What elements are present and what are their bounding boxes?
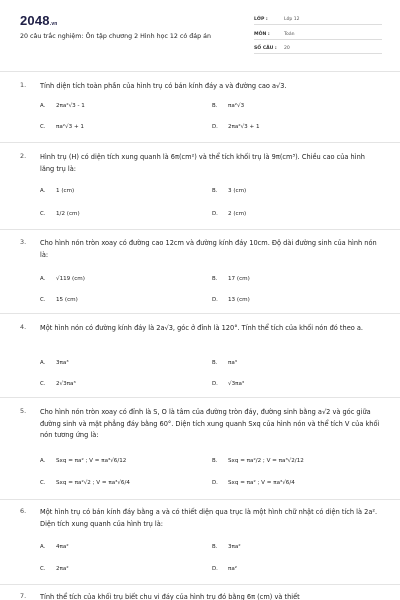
question-text: Cho hình nón tròn xoay có đường cao 12cm và đường kính đáy 10cm. Độ dài đường sinh của hình nón là: xyxy=(40,239,377,259)
option-text: 2πa² xyxy=(56,566,69,572)
option-text: 4πa² xyxy=(56,544,69,550)
option-a[interactable] xyxy=(40,458,126,464)
option-text: πa²√3 + 1 xyxy=(56,124,84,130)
option-letter: C. xyxy=(40,566,46,572)
option-text: 3 (cm) xyxy=(228,188,247,194)
option-text: √3πa³ xyxy=(228,381,245,387)
divider xyxy=(0,229,400,230)
option-b[interactable] xyxy=(212,544,241,550)
option-d[interactable] xyxy=(212,480,295,486)
meta-class-label: LỚP : xyxy=(254,17,268,22)
option-letter: C. xyxy=(40,297,46,303)
meta-subject-row xyxy=(254,30,382,40)
option-text: 2πa²√3 - 1 xyxy=(56,103,85,109)
option-text: 1/2 (cm) xyxy=(56,211,80,217)
option-text: 3πa² xyxy=(228,544,241,550)
question-number: 1. xyxy=(20,81,27,89)
option-text: 15 (cm) xyxy=(56,297,78,303)
option-letter: B. xyxy=(212,276,218,282)
divider xyxy=(0,142,400,143)
question-text: Một hình trụ có bán kính đáy bằng a và có thiết diện qua trục là một hình chữ nhật có diện tích là 2a². Diện tích xung quanh của hình trụ là: xyxy=(40,508,378,528)
meta-class-value: Lớp 12 xyxy=(284,17,300,22)
option-letter: B. xyxy=(212,458,218,464)
option-text: 13 (cm) xyxy=(228,297,250,303)
meta-subject-label: MÔN : xyxy=(254,32,270,37)
option-text: Sxq = πa²/2 ; V = πa³√2/12 xyxy=(228,458,304,464)
document-title: 20 câu trắc nghiệm: Ôn tập chương 2 Hình học 12 có đáp án xyxy=(20,33,211,40)
option-text: 3πa³ xyxy=(56,360,69,366)
option-letter: D. xyxy=(212,297,218,303)
option-c[interactable] xyxy=(40,566,69,572)
option-a[interactable] xyxy=(40,188,74,194)
option-d[interactable] xyxy=(212,211,246,217)
meta-count-label: SỐ CÂU : xyxy=(254,46,277,51)
option-letter: A. xyxy=(40,188,46,194)
question-number: 5. xyxy=(20,407,27,415)
option-text: Sxq = πa² ; V = πa³√6/12 xyxy=(56,458,127,464)
option-letter: A. xyxy=(40,360,46,366)
logo-text: 2048 xyxy=(20,13,50,28)
option-letter: B. xyxy=(212,360,218,366)
option-letter: B. xyxy=(212,544,218,550)
option-letter: A. xyxy=(40,276,46,282)
option-d[interactable] xyxy=(212,381,244,387)
option-text: Sxq = πa²√2 ; V = πa³√6/4 xyxy=(56,480,130,486)
question-text: Một hình nón có đường kính đáy là 2a√3, góc ở đỉnh là 120°. Tính thể tích của khối nón đó theo a. xyxy=(40,324,364,332)
divider xyxy=(0,499,400,500)
option-letter: A. xyxy=(40,458,46,464)
question-number: 3. xyxy=(20,238,27,246)
option-letter: C. xyxy=(40,124,46,130)
meta-count-row xyxy=(254,44,382,54)
option-b[interactable] xyxy=(212,458,304,464)
option-letter: B. xyxy=(212,103,218,109)
option-d[interactable] xyxy=(212,297,250,303)
option-d[interactable] xyxy=(212,124,260,130)
option-text: πa² xyxy=(228,566,238,572)
option-letter: B. xyxy=(212,188,218,194)
option-letter: A. xyxy=(40,103,46,109)
option-letter: D. xyxy=(212,211,218,217)
option-text: √119 (cm) xyxy=(56,276,85,282)
option-d[interactable] xyxy=(212,566,237,572)
document-header xyxy=(0,0,400,62)
divider xyxy=(0,397,400,398)
question-number: 7. xyxy=(20,592,27,600)
option-text: 2√3πa³ xyxy=(56,381,76,387)
option-c[interactable] xyxy=(40,480,130,486)
option-c[interactable] xyxy=(40,381,76,387)
logo-suffix: .vn xyxy=(49,21,58,27)
question-text: Hình trụ (H) có diện tích xung quanh là 6π(cm²) và thể tích khối trụ là 9π(cm³). Chiều cao của hình lăng trụ là: xyxy=(40,153,365,173)
option-text: πa²√3 xyxy=(228,103,245,109)
option-b[interactable] xyxy=(212,188,246,194)
option-letter: C. xyxy=(40,381,46,387)
option-text: 1 (cm) xyxy=(56,188,75,194)
option-letter: D. xyxy=(212,124,218,130)
question-text: Tính thể tích của khối trụ biết chu vi đáy của hình trụ đó bằng 6π (cm) và thiết xyxy=(40,593,300,600)
divider xyxy=(0,584,400,585)
divider xyxy=(0,71,400,72)
option-text: 2 (cm) xyxy=(228,211,247,217)
question-number: 2. xyxy=(20,152,27,160)
option-b[interactable] xyxy=(212,360,237,366)
option-letter: C. xyxy=(40,480,46,486)
question-number: 4. xyxy=(20,323,27,331)
option-c[interactable] xyxy=(40,297,78,303)
meta-subject-value: Toán xyxy=(284,32,295,37)
site-logo[interactable] xyxy=(20,13,58,28)
question-number: 6. xyxy=(20,507,27,515)
meta-count-value: 20 xyxy=(284,46,290,51)
option-a[interactable] xyxy=(40,544,69,550)
option-letter: D. xyxy=(212,381,218,387)
option-a[interactable] xyxy=(40,276,85,282)
option-text: 17 (cm) xyxy=(228,276,250,282)
option-letter: D. xyxy=(212,480,218,486)
option-letter: A. xyxy=(40,544,46,550)
option-a[interactable] xyxy=(40,103,85,109)
option-c[interactable] xyxy=(40,124,84,130)
option-c[interactable] xyxy=(40,211,80,217)
option-letter: C. xyxy=(40,211,46,217)
meta-class-row xyxy=(254,15,382,25)
option-text: πa³ xyxy=(228,360,238,366)
option-text: 2πa²√3 + 1 xyxy=(228,124,260,130)
option-text: Sxq = πa² ; V = πa³√6/4 xyxy=(228,480,295,486)
question-text: Tính diện tích toàn phần của hình trụ có bán kính đáy a và đường cao a√3. xyxy=(40,82,287,90)
option-a[interactable] xyxy=(40,360,69,366)
divider xyxy=(0,313,400,314)
option-letter: D. xyxy=(212,566,218,572)
option-b[interactable] xyxy=(212,276,250,282)
question-text: Cho hình nón tròn xoay có đỉnh là S, O là tâm của đường tròn đáy, đường sinh bằng a√2 và góc giữa đường sinh và mặt phẳng đáy bằng 60°. Diện tích xung quanh Sxq của hình nón và thể tích V của khối nón tương ứng là: xyxy=(40,408,380,439)
option-b[interactable] xyxy=(212,103,244,109)
